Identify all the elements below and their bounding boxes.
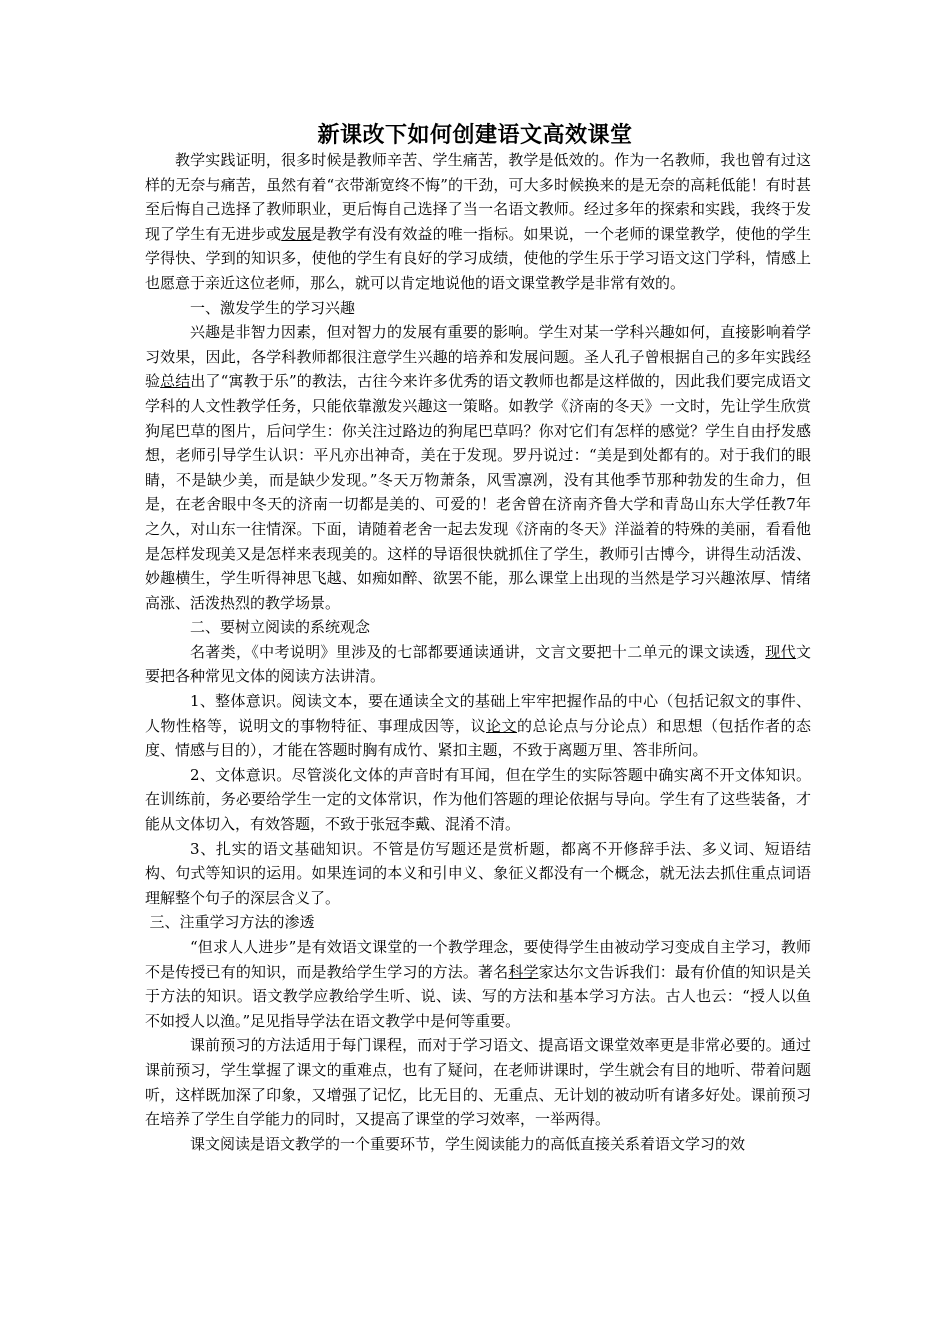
paragraph-point-1 [145,689,811,763]
paragraph-text: 是教学有没有效益的唯一指标。如果说，一个老师的课堂教学，使他的学生学得快、学到的知识多，使他的学生有良好的学习成绩，使他的学生乐于学习语文这门学科，情感上也愿意于亲近这位老师，那么，就可以肯定地说他的语文课堂教学是非常有效的。 [145,224,811,292]
hyperlink-kexue[interactable]: 科学 [508,962,539,981]
section-heading-1: 一、激发学生的学习兴趣 [190,298,356,317]
paragraph-reading [145,640,811,689]
section-heading-3: 三、注重学习方法的渗透 [149,913,315,932]
section-heading-2: 二、要树立阅读的系统观念 [190,618,371,637]
paragraph-text: 名著类，《中考说明》里涉及的七部都要通读通讲，文言文要把十二单元的课文读透， [190,642,766,661]
paragraph-text: 教学实践证明，很多时候是教师辛苦、学生痛苦，教学是低效的。作为一名教师，我也曾有过这样的无奈与痛苦，虽然有着“衣带渐宽终不悔”的干劲，可大多时候换来的是无奈的高耗低能！有时甚至后悔自己选择了教师职业，更后悔自己选择了当一名语文教师。经过多年的探索和实践，我终于发现了学生有无进步或 [145,151,811,243]
hyperlink-fazhan[interactable]: 发展 [281,224,312,243]
hyperlink-lunwen[interactable]: 论文 [485,716,517,735]
paragraph-text: 的总论点与分论点）和思想（包括作者的态度、情感与目的），才能在答题时胸有成竹、紧扣主题，不致于离题万里、答非所问。 [145,716,811,760]
paragraph-text: 兴趣是非智力因素，但对智力的发展有重要的影响。学生对某一学科兴趣如何，直接影响着学习效果，因此，各学科教师都很注意学生兴趣的培养和发展问题。圣人孔子曾根据自己的多年实践经验 [145,323,811,391]
paragraph-text: 家达尔文告诉我们：最有价值的知识是关于方法的知识。语文教学应教给学生听、说、读、写的方法和基本学习方法。古人也云：“授人以鱼不如授人以渔。”足见指导学法在语文教学中是何等重要。 [145,962,811,1030]
paragraph-point-2: 2、文体意识。尽管淡化文体的声音时有耳闻，但在学生的实际答题中确实离不开文体知识。在训练前，务必要给学生一定的文体常识，作为他们答题的理论依据与导向。学生有了这些装备，才能从文体切入，有效答题，不致于张冠李戴、混淆不清。 [145,765,811,834]
hyperlink-zongjie[interactable]: 总结 [160,372,191,391]
paragraph-intro [145,148,811,296]
paragraph-interest [145,320,811,615]
paragraph-method [145,935,811,1033]
paragraph-text: “但求人人进步”是有效语文课堂的一个教学理念，要使得学生由被动学习变成自主学习，教师不是传授已有的知识，而是教给学生学习的方法。著名 [145,938,811,981]
paragraph-text: 文要把各种常见文体的阅读方法讲清。 [145,642,811,686]
document-body [145,148,811,1156]
paragraph-reading-lesson: 课文阅读是语文教学的一个重要环节，学生阅读能力的高低直接关系着语文学习的效 [190,1134,746,1153]
hyperlink-xiandai[interactable]: 现代 [765,642,796,661]
paragraph-preview: 课前预习的方法适用于每门课程，而对于学习语文、提高语文课堂效率更是非常必要的。通过课前预习，学生掌握了课文的重难点，也有了疑问，在老师讲课时，学生就会有目的地听、带着问题听，这样既加深了印象，又增强了记忆，比无目的、无重点、无计划的被动听有诸多好处。课前预习在培养了学生自学能力的同时，又提高了课堂的学习效率，一举两得。 [145,1036,811,1129]
document-title: 新课改下如何创建语文高效课堂 [317,122,633,148]
paragraph-text: 出了“寓教于乐”的教法，古往今来许多优秀的语文教师也都是这样做的，因此我们要完成语文学科的人文性教学任务，只能依靠激发兴趣这一策略。如教学《济南的冬天》一文时，先让学生欣赏狗尾巴草的图片，后问学生：你关注过路边的狗尾巴草吗？你对它们有怎样的感觉？学生自由抒发感想，老师引导学生认识：平凡亦出神奇，美在于发现。罗丹说过：“美是到处都有的。对于我们的眼睛，不是缺少美，而是缺少发现。”冬天万物萧条，风雪凛冽，没有其他季节那种勃发的生命力，但是，在老舍眼中冬天的济南一切都是美的、可爱的！老舍曾在济南齐鲁大学和青岛山东大学任教7年之久，对山东一往情深。下面，请随着老舍一起去发现《济南的冬天》洋溢着的特殊的美丽，看看他是怎样发现美又是怎样来表现美的。这样的导语很快就抓住了学生，教师引古博今，讲得生动活泼、妙趣横生，学生听得神思飞越、如痴如醉、欲罢不能，那么课堂上出现的当然是学习兴趣浓厚、情绪高涨、活泼热烈的教学场景。 [145,372,811,612]
paragraph-text: 1、整体意识。阅读文本，要在通读全文的基础上牢牢把握作品的中心（包括记叙文的事件、人物性格等，说明文的事物特征、事理成因等，议 [145,692,811,735]
paragraph-point-3: 3、扎实的语文基础知识。不管是仿写题还是赏析题，都离不开修辞手法、多义词、短语结构、句式等知识的运用。如果连词的本义和引申义、象征义都没有一个概念，就无法去抓住重点词语理解整个句子的深层含义了。 [145,839,811,907]
